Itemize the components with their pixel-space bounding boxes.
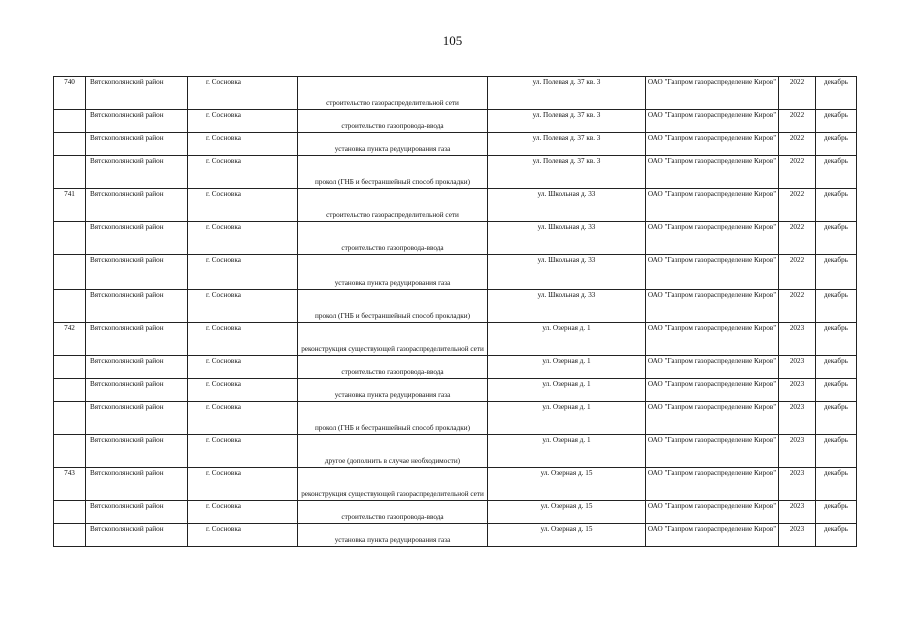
town-cell: г. Сосновка	[188, 290, 298, 323]
row-number	[54, 356, 86, 379]
organization-cell: ОАО "Газпром газораспределение Киров"	[646, 77, 779, 110]
address-cell: ул. Озерная д. 1	[488, 356, 646, 379]
year-cell: 2023	[779, 356, 816, 379]
table-row	[54, 435, 857, 468]
address-cell: ул. Полевая д. 37 кв. 3	[488, 110, 646, 133]
town-cell: г. Сосновка	[188, 156, 298, 189]
work-type-cell: строительство газораспределительной сети	[298, 189, 488, 222]
address-cell: ул. Школьная д. 33	[488, 290, 646, 323]
district-cell: Вятскополянский район	[86, 435, 188, 468]
town-cell: г. Сосновка	[188, 501, 298, 524]
address-cell: ул. Озерная д. 1	[488, 435, 646, 468]
address-cell: ул. Полевая д. 37 кв. 3	[488, 156, 646, 189]
district-cell: Вятскополянский район	[86, 524, 188, 547]
table-row	[54, 255, 857, 290]
organization-cell: ОАО "Газпром газораспределение Киров"	[646, 468, 779, 501]
organization-cell: ОАО "Газпром газораспределение Киров"	[646, 189, 779, 222]
table-row	[54, 110, 857, 133]
work-type-cell: реконструкция существующей газораспределительной сети	[298, 323, 488, 356]
district-cell: Вятскополянский район	[86, 323, 188, 356]
row-number	[54, 156, 86, 189]
month-cell: декабрь	[816, 156, 857, 189]
district-cell: Вятскополянский район	[86, 156, 188, 189]
table-row	[54, 290, 857, 323]
work-type-cell: установка пункта редуцирования газа	[298, 524, 488, 547]
table-row	[54, 133, 857, 156]
year-cell: 2023	[779, 323, 816, 356]
district-cell: Вятскополянский район	[86, 379, 188, 402]
row-number	[54, 255, 86, 290]
month-cell: декабрь	[816, 222, 857, 255]
town-cell: г. Сосновка	[188, 189, 298, 222]
month-cell: декабрь	[816, 356, 857, 379]
gasification-table	[53, 76, 857, 547]
district-cell: Вятскополянский район	[86, 133, 188, 156]
organization-cell: ОАО "Газпром газораспределение Киров"	[646, 435, 779, 468]
table-row	[54, 77, 857, 110]
month-cell: декабрь	[816, 133, 857, 156]
district-cell: Вятскополянский район	[86, 222, 188, 255]
month-cell: декабрь	[816, 468, 857, 501]
town-cell: г. Сосновка	[188, 222, 298, 255]
month-cell: декабрь	[816, 189, 857, 222]
year-cell: 2023	[779, 435, 816, 468]
district-cell: Вятскополянский район	[86, 501, 188, 524]
town-cell: г. Сосновка	[188, 402, 298, 435]
work-type-cell: реконструкция существующей газораспределительной сети	[298, 468, 488, 501]
month-cell: декабрь	[816, 501, 857, 524]
table-row	[54, 356, 857, 379]
table-row	[54, 524, 857, 547]
town-cell: г. Сосновка	[188, 110, 298, 133]
town-cell: г. Сосновка	[188, 524, 298, 547]
row-number	[54, 435, 86, 468]
work-type-cell: строительство газопровода-ввода	[298, 110, 488, 133]
table-row	[54, 222, 857, 255]
town-cell: г. Сосновка	[188, 255, 298, 290]
year-cell: 2023	[779, 402, 816, 435]
page-number: 105	[442, 33, 463, 48]
address-cell: ул. Озерная д. 1	[488, 402, 646, 435]
district-cell: Вятскополянский район	[86, 189, 188, 222]
year-cell: 2022	[779, 255, 816, 290]
work-type-cell: другое (дополнить в случае необходимости)	[298, 435, 488, 468]
town-cell: г. Сосновка	[188, 435, 298, 468]
work-type-cell: установка пункта редуцирования газа	[298, 133, 488, 156]
organization-cell: ОАО "Газпром газораспределение Киров"	[646, 222, 779, 255]
year-cell: 2023	[779, 379, 816, 402]
district-cell: Вятскополянский район	[86, 290, 188, 323]
work-type-cell: прокол (ГНБ и бестраншейный способ прокладки)	[298, 402, 488, 435]
month-cell: декабрь	[816, 77, 857, 110]
town-cell: г. Сосновка	[188, 468, 298, 501]
table-row	[54, 501, 857, 524]
table-row	[54, 189, 857, 222]
month-cell: декабрь	[816, 255, 857, 290]
year-cell: 2023	[779, 468, 816, 501]
year-cell: 2023	[779, 501, 816, 524]
row-number	[54, 290, 86, 323]
organization-cell: ОАО "Газпром газораспределение Киров"	[646, 290, 779, 323]
district-cell: Вятскополянский район	[86, 356, 188, 379]
organization-cell: ОАО "Газпром газораспределение Киров"	[646, 156, 779, 189]
year-cell: 2023	[779, 524, 816, 547]
table-row	[54, 156, 857, 189]
row-number	[54, 379, 86, 402]
month-cell: декабрь	[816, 379, 857, 402]
row-number: 743	[54, 468, 86, 501]
month-cell: декабрь	[816, 402, 857, 435]
organization-cell: ОАО "Газпром газораспределение Киров"	[646, 524, 779, 547]
work-type-cell: прокол (ГНБ и бестраншейный способ прокладки)	[298, 156, 488, 189]
month-cell: декабрь	[816, 435, 857, 468]
town-cell: г. Сосновка	[188, 77, 298, 110]
address-cell: ул. Озерная д. 15	[488, 524, 646, 547]
organization-cell: ОАО "Газпром газораспределение Киров"	[646, 501, 779, 524]
address-cell: ул. Озерная д. 1	[488, 323, 646, 356]
table-body	[54, 77, 857, 547]
year-cell: 2022	[779, 290, 816, 323]
organization-cell: ОАО "Газпром газораспределение Киров"	[646, 356, 779, 379]
work-type-cell: строительство газопровода-ввода	[298, 356, 488, 379]
work-type-cell: строительство газораспределительной сети	[298, 77, 488, 110]
year-cell: 2022	[779, 189, 816, 222]
town-cell: г. Сосновка	[188, 133, 298, 156]
organization-cell: ОАО "Газпром газораспределение Киров"	[646, 110, 779, 133]
organization-cell: ОАО "Газпром газораспределение Киров"	[646, 379, 779, 402]
address-cell: ул. Озерная д. 15	[488, 468, 646, 501]
month-cell: декабрь	[816, 524, 857, 547]
town-cell: г. Сосновка	[188, 323, 298, 356]
year-cell: 2022	[779, 222, 816, 255]
work-type-cell: строительство газопровода-ввода	[298, 222, 488, 255]
row-number	[54, 501, 86, 524]
month-cell: декабрь	[816, 323, 857, 356]
district-cell: Вятскополянский район	[86, 110, 188, 133]
address-cell: ул. Школьная д. 33	[488, 255, 646, 290]
row-number	[54, 110, 86, 133]
row-number: 740	[54, 77, 86, 110]
town-cell: г. Сосновка	[188, 379, 298, 402]
organization-cell: ОАО "Газпром газораспределение Киров"	[646, 323, 779, 356]
address-cell: ул. Полевая д. 37 кв. 3	[488, 133, 646, 156]
organization-cell: ОАО "Газпром газораспределение Киров"	[646, 133, 779, 156]
table-row	[54, 379, 857, 402]
row-number	[54, 222, 86, 255]
address-cell: ул. Школьная д. 33	[488, 222, 646, 255]
month-cell: декабрь	[816, 110, 857, 133]
row-number	[54, 133, 86, 156]
address-cell: ул. Озерная д. 15	[488, 501, 646, 524]
table-row	[54, 323, 857, 356]
district-cell: Вятскополянский район	[86, 468, 188, 501]
row-number: 741	[54, 189, 86, 222]
work-type-cell: строительство газопровода-ввода	[298, 501, 488, 524]
address-cell: ул. Школьная д. 33	[488, 189, 646, 222]
month-cell: декабрь	[816, 290, 857, 323]
work-type-cell: установка пункта редуцирования газа	[298, 255, 488, 290]
table-row	[54, 402, 857, 435]
row-number	[54, 402, 86, 435]
district-cell: Вятскополянский район	[86, 77, 188, 110]
organization-cell: ОАО "Газпром газораспределение Киров"	[646, 402, 779, 435]
district-cell: Вятскополянский район	[86, 402, 188, 435]
year-cell: 2022	[779, 156, 816, 189]
address-cell: ул. Озерная д. 1	[488, 379, 646, 402]
address-cell: ул. Полевая д. 37 кв. 3	[488, 77, 646, 110]
table-row	[54, 468, 857, 501]
row-number	[54, 524, 86, 547]
year-cell: 2022	[779, 77, 816, 110]
year-cell: 2022	[779, 133, 816, 156]
work-type-cell: прокол (ГНБ и бестраншейный способ прокладки)	[298, 290, 488, 323]
district-cell: Вятскополянский район	[86, 255, 188, 290]
organization-cell: ОАО "Газпром газораспределение Киров"	[646, 255, 779, 290]
row-number: 742	[54, 323, 86, 356]
year-cell: 2022	[779, 110, 816, 133]
town-cell: г. Сосновка	[188, 356, 298, 379]
work-type-cell: установка пункта редуцирования газа	[298, 379, 488, 402]
